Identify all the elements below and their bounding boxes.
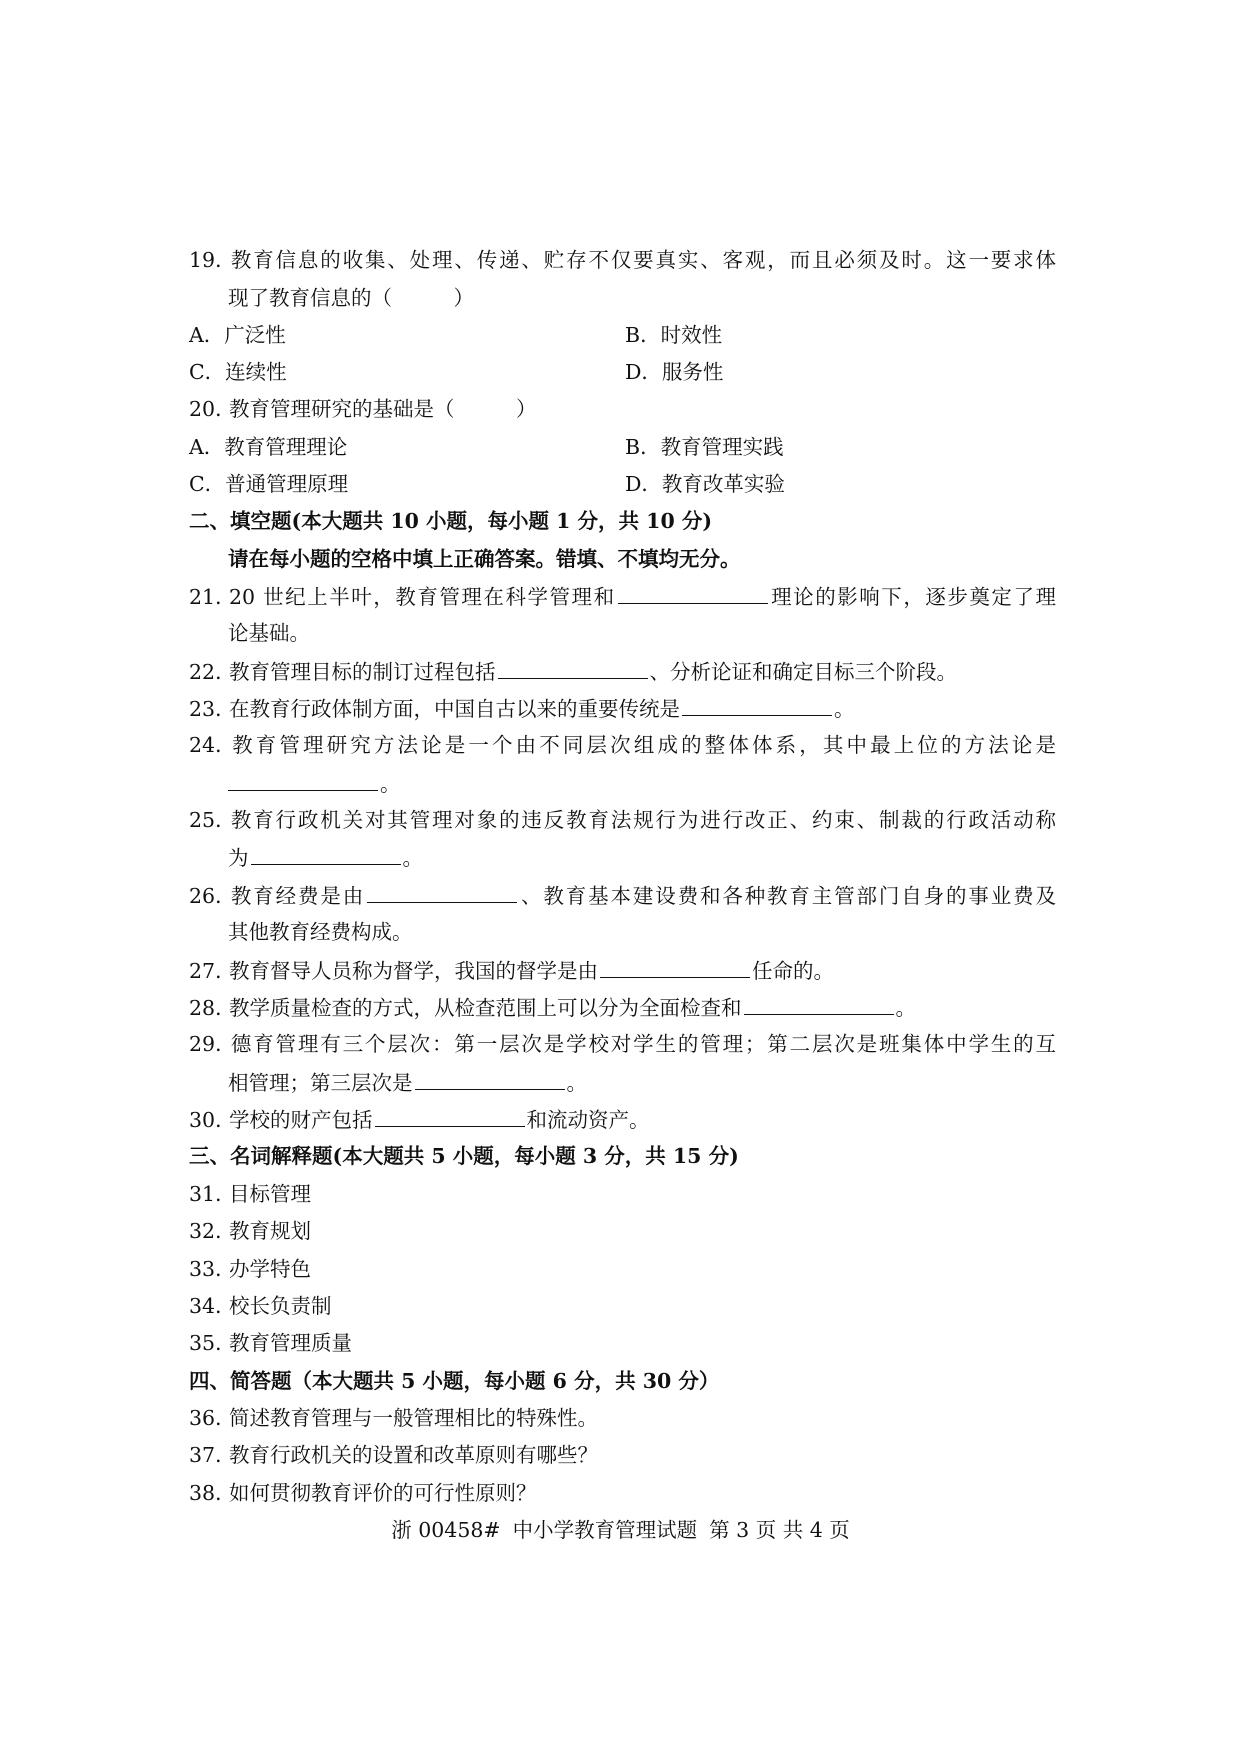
exam-title: 中小学教育管理试题 [512, 1518, 698, 1542]
question-21-line2: 论基础。 [228, 621, 310, 645]
question-28: 28．教学质量检查的方式，从检查范围上可以分为全面检查和 。 [189, 992, 1056, 1023]
answer-blank[interactable] [600, 955, 750, 978]
answer-blank[interactable] [251, 842, 401, 865]
question-22: 22．教育管理目标的制订过程包括 、分析论证和确定目标三个阶段。 [189, 656, 1056, 687]
option-c: C．普通管理原理 [189, 472, 349, 496]
option-a: A．教育管理理论 [189, 435, 348, 459]
page-number: 第 3 页 共 4 页 [709, 1518, 850, 1542]
question-25-line1: 25．教育行政机关对其管理对象的违反教育法规行为进行改正、约束、制裁的行政活动称 [189, 808, 1056, 832]
question-31: 31．目标管理 [189, 1182, 311, 1206]
page-footer [0, 1515, 1241, 1545]
answer-blank[interactable] [367, 880, 517, 903]
question-19-line1: 19．教育信息的收集、处理、传递、贮存不仅要真实、客观，而且必须及时。这一要求体 [189, 248, 1056, 272]
answer-blank[interactable] [744, 992, 894, 1015]
answer-blank[interactable] [375, 1104, 525, 1127]
section-2-heading: 二、填空题(本大题共 10 小题，每小题 1 分，共 10 分) [189, 509, 713, 533]
question-27: 27．教育督导人员称为督学，我国的督学是由 任命的。 [189, 955, 1056, 986]
option-c: C．连续性 [189, 360, 287, 384]
question-24-line1: 24．教育管理研究方法论是一个由不同层次组成的整体体系，其中最上位的方法论是 [189, 733, 1056, 757]
question-23: 23．在教育行政体制方面，中国自古以来的重要传统是 。 [189, 693, 1056, 724]
answer-blank[interactable] [682, 693, 832, 716]
question-36: 36．简述教育管理与一般管理相比的特殊性。 [189, 1406, 598, 1430]
answer-blank[interactable] [228, 768, 378, 791]
question-19-line2: 现了教育信息的（ ） [228, 286, 474, 310]
exam-code: 浙 00458# [391, 1518, 501, 1542]
section-4-heading: 四、简答题（本大题共 5 小题，每小题 6 分，共 30 分） [189, 1369, 720, 1393]
option-d: D．教育改革实验 [625, 472, 785, 496]
option-b: B．教育管理实践 [625, 435, 784, 459]
question-38: 38．如何贯彻教育评价的可行性原则？ [189, 1481, 537, 1505]
question-29-line1: 29．德育管理有三个层次：第一层次是学校对学生的管理；第二层次是班集体中学生的互 [189, 1032, 1056, 1056]
question-33: 33．办学特色 [189, 1257, 311, 1281]
question-26-line1: 26．教育经费是由 、教育基本建设费和各种教育主管部门自身的事业费及 [189, 880, 1056, 911]
question-20: 20．教育管理研究的基础是（ ） [189, 397, 537, 421]
question-34: 34．校长负责制 [189, 1294, 332, 1318]
answer-blank[interactable] [415, 1067, 565, 1090]
option-d: D．服务性 [625, 360, 724, 384]
question-37: 37．教育行政机关的设置和改革原则有哪些？ [189, 1443, 598, 1467]
section-2-instruction: 请在每小题的空格中填上正确答案。错填、不填均无分。 [228, 547, 741, 571]
section-3-heading: 三、名词解释题(本大题共 5 小题，每小题 3 分，共 15 分) [189, 1144, 739, 1168]
answer-blank[interactable] [498, 656, 648, 679]
question-32: 32．教育规划 [189, 1219, 311, 1243]
answer-blank[interactable] [618, 581, 768, 604]
question-25-line2: 为 。 [228, 842, 1056, 873]
question-21-line1: 21．20 世纪上半叶，教育管理在科学管理和 理论的影响下，逐步奠定了理 [189, 581, 1056, 612]
option-b: B．时效性 [625, 323, 723, 347]
question-29-line2: 相管理；第三层次是 。 [228, 1067, 1056, 1098]
question-35: 35．教育管理质量 [189, 1331, 352, 1355]
question-26-line2: 其他教育经费构成。 [228, 920, 413, 944]
question-30: 30．学校的财产包括 和流动资产。 [189, 1104, 1056, 1135]
option-a: A．广泛性 [189, 323, 286, 347]
question-24-line2: 。 [228, 768, 1056, 799]
